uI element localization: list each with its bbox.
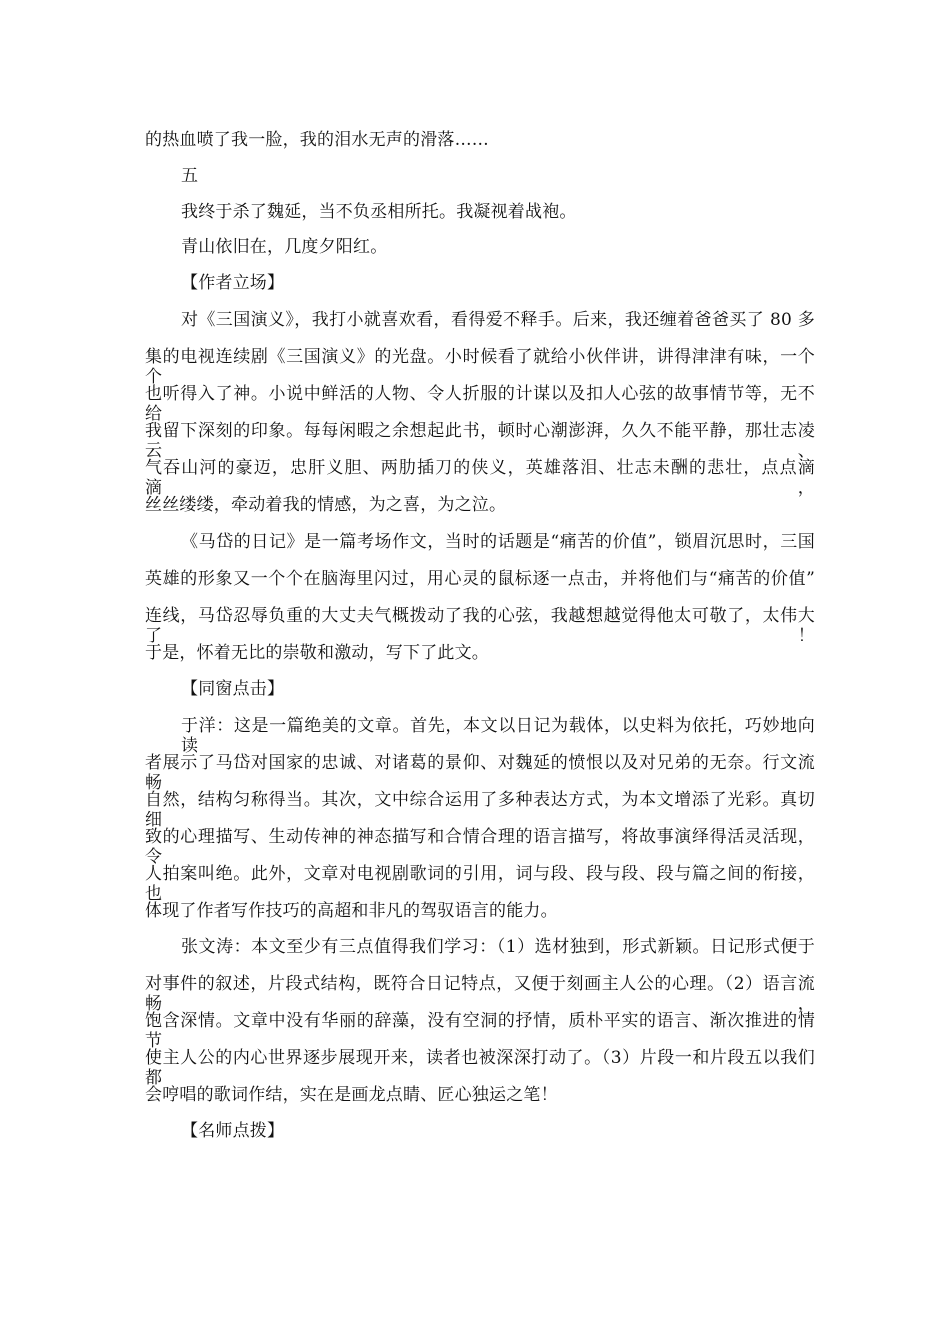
- text-line: 致的心理描写、生动传神的神态描写和合情合理的语言描写，将故事演绎得活灵活现，令: [145, 827, 815, 867]
- text-line: 人拍案叫绝。此外，文章对电视剧歌词的引用，词与段、段与段、段与篇之间的衔接，也: [145, 864, 815, 904]
- text-line: 【同窗点击】: [181, 679, 285, 699]
- text-line: 连线，马岱忍辱负重的大丈夫气概拨动了我的心弦，我越想越觉得他太可敬了，太伟大了！: [145, 606, 815, 646]
- text-line: 自然，结构匀称得当。其次，文中综合运用了多种表达方式，为本文增添了光彩。真切细: [145, 790, 815, 830]
- text-line: 对《三国演义》，我打小就喜欢看，看得爱不释手。后来，我还缠着爸爸买了 80 多: [181, 310, 815, 330]
- text-line: 五: [181, 166, 199, 186]
- text-line: 《马岱的日记》是一篇考场作文，当时的话题是“痛苦的价值”，锁眉沉思时，三国: [181, 532, 815, 552]
- text-line: 会哼唱的歌词作结，实在是画龙点睛、匠心独运之笔！: [145, 1085, 558, 1105]
- text-line: 对事件的叙述，片段式结构，既符合日记特点，又便于刻画主人公的心理。（2）语言流畅，: [145, 974, 815, 1014]
- text-line: 【名师点拨】: [181, 1121, 285, 1141]
- text-line: 于是，怀着无比的崇敬和激动，写下了此文。: [145, 643, 489, 663]
- text-line: 张文涛：本文至少有三点值得我们学习：（1）选材独到，形式新颖。日记形式便于: [181, 937, 815, 957]
- text-line: 【作者立场】: [181, 273, 285, 293]
- text-line: 青山依旧在，几度夕阳红。: [181, 237, 388, 257]
- text-line: 于洋：这是一篇绝美的文章。首先，本文以日记为载体，以史料为依托，巧妙地向读: [181, 716, 815, 756]
- text-line: 气吞山河的豪迈，忠肝义胆、两肋插刀的侠义，英雄落泪、壮志未酬的悲壮，点点滴滴，: [145, 458, 815, 498]
- text-line: 我留下深刻的印象。每每闲暇之余想起此书，顿时心潮澎湃，久久不能平静，那壮志凌云、: [145, 421, 815, 461]
- text-line: 体现了作者写作技巧的高超和非凡的驾驭语言的能力。: [145, 901, 558, 921]
- text-line: 的热血喷了我一脸，我的泪水无声的滑落……: [145, 130, 489, 150]
- text-line: 者展示了马岱对国家的忠诚、对诸葛的景仰、对魏延的愤恨以及对兄弟的无奈。行文流畅: [145, 753, 815, 793]
- text-line: 丝丝缕缕，牵动着我的情感，为之喜，为之泣。: [145, 495, 507, 515]
- text-line: 我终于杀了魏延，当不负丞相所托。我凝视着战袍。: [181, 202, 577, 222]
- text-line: 也听得入了神。小说中鲜活的人物、令人折服的计谋以及扣人心弦的故事情节等，无不给: [145, 384, 815, 424]
- text-line: 饱含深情。文章中没有华丽的辞藻，没有空洞的抒情，质朴平实的语言、渐次推进的情节: [145, 1011, 815, 1051]
- text-line: 集的电视连续剧《三国演义》的光盘。小时候看了就给小伙伴讲，讲得津津有味，一个个: [145, 347, 815, 387]
- text-line: 使主人公的内心世界逐步展现开来，读者也被深深打动了。（3）片段一和片段五以我们都: [145, 1048, 815, 1088]
- text-line: 英雄的形象又一个个在脑海里闪过，用心灵的鼠标逐一点击，并将他们与“痛苦的价值”: [145, 569, 815, 589]
